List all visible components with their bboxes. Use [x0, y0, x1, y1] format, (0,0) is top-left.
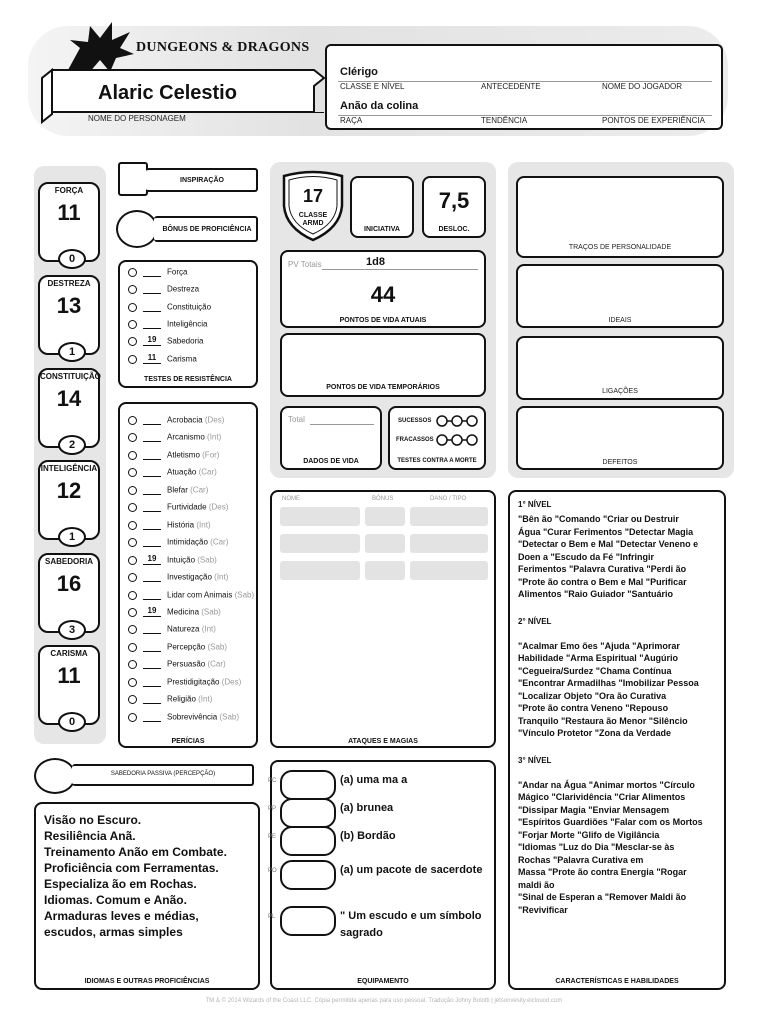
proficiencies-title: IDIOMAS E OUTRAS PROFICIÊNCIAS [84, 978, 210, 985]
skill-name: Blefar [167, 485, 188, 495]
skill-attribute: (Sab) [201, 607, 221, 617]
skill-value[interactable] [143, 449, 161, 460]
spell-line: "Prote ão contra Veneno "Repouso [518, 703, 669, 713]
spell-line: "Prote ão contra o Bem e Mal "Purificar [518, 576, 687, 587]
proficiency-circle-icon[interactable] [128, 678, 137, 687]
skill-attribute: (Int) [201, 625, 216, 634]
inspiration-label: INSPIRAÇÃO [180, 177, 224, 184]
spell-line: "Cegueira/Surdez "Chama Contínua [518, 665, 672, 676]
ability-score: 16 [56, 571, 82, 596]
skill-attribute: (Int) [196, 520, 211, 530]
attack-row-3-damage[interactable] [410, 561, 488, 580]
spell-line: "Dissipar Magia "Enviar Mensagem [518, 804, 670, 815]
skill-value[interactable] [143, 431, 161, 442]
proficiency-circle-icon[interactable] [128, 643, 137, 652]
features-list[interactable] [518, 500, 722, 916]
coin-label: PL [268, 914, 276, 920]
proficiency-line: Resiliência Anã. [44, 829, 136, 843]
proficiency-line: Armaduras leves e médias, [44, 909, 199, 923]
skill-attribute: (Sab) [207, 642, 228, 652]
temp-hp-label: PONTOS DE VIDA TEMPORÁRIOS [326, 384, 440, 391]
skill-value[interactable] [143, 676, 161, 687]
race-value[interactable]: Anão da colina [340, 100, 419, 112]
skill-row[interactable] [128, 693, 212, 709]
ability-score: 14 [56, 386, 82, 411]
skill-name: História [167, 520, 195, 530]
spell-level-title: 1° NÍVEL [518, 500, 552, 509]
equipment-item[interactable]: (a) brunea [340, 802, 394, 814]
coin-box[interactable] [280, 906, 336, 936]
skill-value[interactable] [143, 414, 161, 425]
hit-dice-total-label: Total [288, 415, 305, 424]
race-label: RAÇA [340, 116, 363, 125]
skill-row[interactable] [128, 414, 224, 430]
spell-line: "Vínculo Protetor "Zona da Verdade [518, 728, 672, 738]
proficiency-circle-icon[interactable] [128, 468, 137, 477]
attack-row-2-name[interactable] [280, 534, 360, 553]
spell-line: "Bên ão "Comando "Criar ou Destruir [518, 514, 679, 524]
attack-row-1-damage[interactable] [410, 507, 488, 526]
attack-row-2-damage[interactable] [410, 534, 488, 553]
skill-attribute: (Des) [204, 415, 225, 425]
player-name-label: NOME DO JOGADOR [602, 82, 683, 91]
ability-modifier: 1 [58, 342, 86, 362]
proficiency-circle-icon[interactable] [128, 303, 137, 312]
spell-line: Habilidade "Arma Espiritual "Augúrio [518, 653, 679, 663]
skill-name: Medicina [167, 607, 200, 617]
saving-throw-row[interactable] [128, 266, 187, 282]
saving-throw-row[interactable] [128, 301, 211, 317]
saving-throw-value[interactable] [143, 283, 161, 294]
spell-line: Doen a "Escudo da Fé "Infringir [518, 551, 655, 562]
ideals-label: IDEAIS [608, 317, 632, 324]
proficiency-circle-icon[interactable] [128, 268, 137, 277]
proficiency-circle-icon[interactable] [128, 433, 137, 442]
skill-value[interactable] [143, 658, 161, 669]
proficiency-line: Especializa ão em Rochas. [44, 877, 197, 891]
saving-throw-row[interactable] [128, 335, 203, 351]
saving-throw-row[interactable] [128, 283, 199, 299]
coin-label: PP [268, 806, 277, 812]
skill-attribute: (Car) [207, 659, 226, 669]
spell-line: "Localizar Objeto "Ora ão Curativa [518, 690, 667, 701]
ability-name: CONSTITUIÇÃO [40, 372, 101, 381]
death-save-failures-circles[interactable] [434, 433, 480, 447]
hit-dice-label: DADOS DE VIDA [303, 458, 359, 465]
skill-value[interactable] [143, 501, 161, 512]
hp-current-label: PONTOS DE VIDA ATUAIS [339, 317, 427, 324]
skill-row[interactable] [128, 623, 216, 639]
hp-current-value: 44 [370, 282, 396, 307]
attacks-col-damage: DANO / TIPO [430, 496, 467, 502]
ability-score: 11 [57, 200, 81, 225]
skill-attribute: (Int) [214, 572, 229, 582]
skill-attribute: (For) [202, 450, 220, 460]
ability-modifier: 0 [58, 712, 86, 732]
saving-throw-name: Sabedoria [167, 336, 204, 346]
initiative-label: INICIATIVA [364, 226, 400, 233]
skill-row[interactable] [128, 554, 217, 570]
spell-line: "Revivificar [518, 904, 568, 915]
features-traits-title: CARACTERÍSTICAS E HABILIDADES [555, 978, 679, 985]
skill-value[interactable] [143, 536, 161, 547]
saving-throws-title: TESTES DE RESISTÊNCIA [144, 376, 232, 383]
spell-line: maldi ão [518, 879, 555, 890]
equipment-item[interactable]: (a) uma ma a [340, 774, 408, 786]
coin-label: PO [268, 868, 277, 874]
attacks-col-bonus: BÔNUS [372, 496, 394, 502]
spell-line: "Idiomas "Luz do Dia "Mesclar-se às [518, 842, 675, 852]
ability-wisdom[interactable] [38, 553, 100, 636]
saving-throw-row[interactable] [128, 353, 197, 369]
skill-row[interactable] [128, 589, 254, 605]
death-save-successes-circles[interactable] [434, 414, 480, 428]
ability-modifier: 3 [58, 620, 86, 640]
class-level-value[interactable]: Clérigo [340, 66, 378, 78]
equipment-title: EQUIPAMENTO [357, 978, 409, 985]
speed-label: DESLOC. [438, 226, 470, 233]
death-save-failures-label: FRACASSOS [396, 437, 434, 443]
proficiency-circle-icon[interactable] [128, 625, 137, 634]
skill-value[interactable] [143, 641, 161, 652]
proficiency-line: escudos, armas simples [44, 925, 183, 939]
ability-strength[interactable] [38, 182, 100, 265]
proficiency-line: Proficiência com Ferramentas. [44, 861, 219, 875]
spell-line: Tranquilo "Restaura ão Menor "Silêncio [518, 715, 688, 726]
skill-row[interactable] [128, 431, 221, 447]
character-name[interactable]: Alaric Celestio [98, 82, 237, 104]
inspiration-box[interactable] [118, 162, 148, 196]
proficiency-circle-icon[interactable] [128, 521, 137, 530]
personality-traits-label: TRAÇOS DE PERSONALIDADE [568, 244, 672, 251]
spell-line: Mágico "Clarividência "Criar Alimentos [518, 792, 686, 802]
skill-name: Acrobacia [167, 415, 203, 425]
ability-intelligence[interactable] [38, 460, 100, 543]
flaws-label: DEFEITOS [602, 459, 638, 466]
skill-value[interactable] [143, 693, 161, 704]
proficiency-circle-icon[interactable] [128, 416, 137, 425]
spell-line: "Encontrar Armadilhas "Imobilizar Pessoa [518, 678, 699, 688]
skill-attribute: (Int) [198, 694, 213, 704]
attack-row-3-name[interactable] [280, 561, 360, 580]
saving-throw-name: Carisma [167, 354, 197, 364]
skill-name: Atletismo [167, 450, 200, 460]
ability-name: INTELIGÊNCIA [40, 464, 98, 473]
attack-row-1-name[interactable] [280, 507, 360, 526]
death-save-successes-label: SUCESSOS [398, 418, 432, 424]
skill-value[interactable] [143, 484, 161, 495]
attacks-spells-title: ATAQUES E MAGIAS [348, 738, 418, 745]
skill-name: Investigação [167, 572, 212, 582]
ability-charisma[interactable] [38, 645, 100, 728]
spell-line: Massa "Prote ão contra Energia "Rogar [518, 867, 687, 877]
proficiency-circle-icon[interactable] [128, 355, 137, 364]
skill-value[interactable] [143, 589, 161, 600]
skill-value[interactable]: 19 [143, 606, 161, 617]
ability-constitution[interactable] [38, 368, 101, 451]
saving-throw-name: Constituição [167, 302, 212, 312]
coin-box[interactable] [280, 860, 336, 890]
hp-max-line [322, 269, 478, 270]
skill-name: Atuação [167, 467, 197, 477]
skill-row[interactable] [128, 676, 241, 692]
equipment-item[interactable]: (a) um pacote de sacerdote [340, 864, 483, 876]
passive-wisdom-label: SABEDORIA PASSIVA (PERCEPÇÃO) [110, 771, 216, 777]
skill-name: Sobrevivência [167, 712, 218, 722]
skill-attribute: (Sab) [197, 555, 217, 565]
proficiency-circle-icon[interactable] [128, 713, 137, 722]
spell-line: Rochas "Palavra Curativa em [518, 854, 644, 865]
spell-line: "Detectar o Bem e Mal "Detectar Veneno e [518, 539, 699, 549]
skill-value[interactable] [143, 519, 161, 530]
saving-throw-value[interactable]: 11 [143, 353, 161, 364]
skill-row[interactable] [128, 449, 219, 465]
ability-name: CARISMA [50, 649, 88, 658]
saving-throw-value[interactable] [143, 301, 161, 312]
bonds-label: LIGAÇÕES [602, 388, 638, 395]
death-saves-label: TESTES CONTRA A MORTE [397, 458, 477, 464]
saving-throw-name: Destreza [167, 284, 200, 294]
ability-dexterity[interactable] [38, 275, 100, 358]
ability-score: 11 [57, 663, 81, 688]
ability-score: 12 [56, 478, 82, 503]
passive-wisdom-circle[interactable] [34, 758, 76, 794]
coin-box[interactable] [280, 826, 336, 856]
proficiency-bonus-label: BÔNUS DE PROFICIÊNCIA [162, 226, 252, 233]
attack-row-3-bonus[interactable] [365, 561, 405, 580]
spell-line: Ferimentos "Palavra Curativa "Perdi ão [518, 564, 687, 574]
coin-box[interactable] [280, 798, 336, 828]
proficiency-circle-icon[interactable] [128, 538, 137, 547]
ability-name: FORÇA [54, 186, 84, 195]
proficiency-line: Idiomas. Comum e Anão. [44, 893, 187, 907]
copyright-footer: TM & © 2014 Wizards of the Coast LLC. Cópia permitida apenas para uso pessoal. Tradução Johny Bolotti | jetsonvesity.eiclouod.com [205, 998, 563, 1004]
class-level-label: CLASSE E NÍVEL [340, 82, 405, 91]
skill-name: Persuasão [167, 659, 206, 669]
skill-value[interactable] [143, 711, 161, 722]
hp-max-value: 1d8 [366, 256, 385, 268]
proficiency-circle-icon[interactable] [128, 695, 137, 704]
armor-class-label: CLASSE ARMD [298, 212, 328, 227]
skill-attribute: (Car) [210, 537, 229, 547]
armor-class-value: 17 [302, 186, 324, 206]
skill-name: Percepção [167, 642, 206, 652]
proficiency-circle-icon[interactable] [128, 573, 137, 582]
coin-box[interactable] [280, 770, 336, 800]
skill-row[interactable] [128, 711, 239, 727]
proficiency-circle-icon[interactable] [128, 660, 137, 669]
spell-line: "Sinal de Esperan a "Remover Maldi ão [518, 892, 687, 902]
skill-name: Prestidigitação [167, 677, 220, 687]
skill-name: Intimidação [167, 537, 208, 547]
equipment-item[interactable]: " Um escudo e um símbolo sagrado [340, 910, 482, 939]
xp-label: PONTOS DE EXPERIÊNCIA [602, 116, 705, 125]
skill-attribute: (Des) [208, 502, 229, 512]
proficiency-circle-icon[interactable] [128, 285, 137, 294]
skills-title: PERÍCIAS [171, 738, 205, 745]
skill-row[interactable] [128, 501, 228, 517]
ability-name: DESTREZA [47, 279, 91, 288]
attack-row-1-bonus[interactable] [365, 507, 405, 526]
hit-dice-total-line [310, 424, 374, 425]
spell-line: "Forjar Morte "Glifo de Vigilância [518, 829, 660, 840]
proficiency-bonus-circle[interactable] [116, 210, 158, 248]
coin-label: PC [268, 778, 277, 784]
skill-name: Religião [167, 694, 196, 704]
skill-attribute: (Car) [190, 485, 209, 495]
proficiency-circle-icon[interactable] [128, 608, 137, 617]
skill-value[interactable] [143, 623, 161, 634]
proficiency-circle-icon[interactable] [128, 591, 137, 600]
spell-line: Água "Curar Ferimentos "Detectar Magia [518, 526, 694, 537]
skill-row[interactable] [128, 484, 208, 500]
character-name-label: NOME DO PERSONAGEM [88, 114, 186, 123]
spell-line: "Espíritos Guardiões "Falar com os Mortos [518, 817, 703, 827]
skill-row[interactable] [128, 466, 217, 482]
saving-throw-value[interactable] [143, 318, 161, 329]
ability-score: 13 [56, 293, 82, 318]
equipment-item[interactable]: (b) Bordão [340, 830, 396, 842]
proficiencies-list[interactable] [44, 812, 256, 940]
spell-level-title: 2° NÍVEL [518, 616, 552, 626]
skill-name: Natureza [167, 625, 200, 634]
skill-name: Arcanismo [167, 433, 205, 443]
proficiency-circle-icon[interactable] [128, 556, 137, 565]
ability-name: SABEDORIA [44, 557, 93, 566]
skill-attribute: (Des) [221, 677, 242, 687]
background-label: ANTECEDENTE [481, 82, 541, 91]
proficiency-line: Treinamento Anão em Combate. [44, 845, 227, 859]
coin-label: PE [268, 834, 277, 840]
skill-attribute: (Sab) [219, 712, 240, 722]
attack-row-2-bonus[interactable] [365, 534, 405, 553]
skill-row[interactable] [128, 641, 227, 657]
logo-text: DUNGEONS & DRAGONS [136, 40, 310, 55]
saving-throw-name: Inteligência [167, 319, 208, 329]
proficiency-circle-icon[interactable] [128, 451, 137, 460]
spell-level-title: 3° NÍVEL [518, 755, 552, 765]
speed-value: 7,5 [438, 188, 470, 213]
spell-line: "Andar na Água "Animar mortos "Círculo [518, 779, 695, 790]
skill-row[interactable] [128, 658, 226, 674]
attacks-col-name: NOME [282, 496, 300, 502]
character-name-underline [84, 112, 324, 113]
spell-line: Alimentos "Raio Guiador "Santuário [518, 589, 674, 599]
saving-throw-value[interactable] [143, 266, 161, 277]
saving-throw-row[interactable] [128, 318, 207, 334]
skill-value[interactable] [143, 466, 161, 477]
spell-line: "Acalmar Emo ões "Ajuda "Aprimorar [518, 640, 680, 651]
skill-attribute: (Car) [198, 467, 217, 477]
skill-row[interactable] [128, 606, 221, 622]
proficiency-circle-icon[interactable] [128, 503, 137, 512]
proficiency-circle-icon[interactable] [128, 486, 137, 495]
skill-name: Lidar com Animais [167, 590, 233, 600]
ability-modifier: 1 [58, 527, 86, 547]
hp-max-label: PV Totais [288, 260, 322, 269]
proficiency-circle-icon[interactable] [128, 320, 137, 329]
skill-row[interactable] [128, 536, 228, 552]
proficiency-circle-icon[interactable] [128, 337, 137, 346]
skill-row[interactable] [128, 519, 211, 535]
skill-value[interactable]: 19 [143, 554, 161, 565]
skill-attribute: (Int) [207, 433, 222, 443]
saving-throw-name: Força [167, 267, 188, 277]
skill-value[interactable] [143, 571, 161, 582]
proficiency-line: Visão no Escuro. [44, 813, 142, 827]
ability-modifier: 2 [58, 435, 86, 455]
skill-row[interactable] [128, 571, 228, 587]
skill-attribute: (Sab) [234, 590, 255, 600]
skill-name: Furtividade [167, 502, 207, 512]
skill-name: Intuição [167, 555, 196, 565]
ability-modifier: 0 [58, 249, 86, 269]
alignment-label: TENDÊNCIA [481, 116, 528, 125]
saving-throw-value[interactable]: 19 [143, 335, 161, 346]
attacks-spells-box [270, 490, 496, 748]
